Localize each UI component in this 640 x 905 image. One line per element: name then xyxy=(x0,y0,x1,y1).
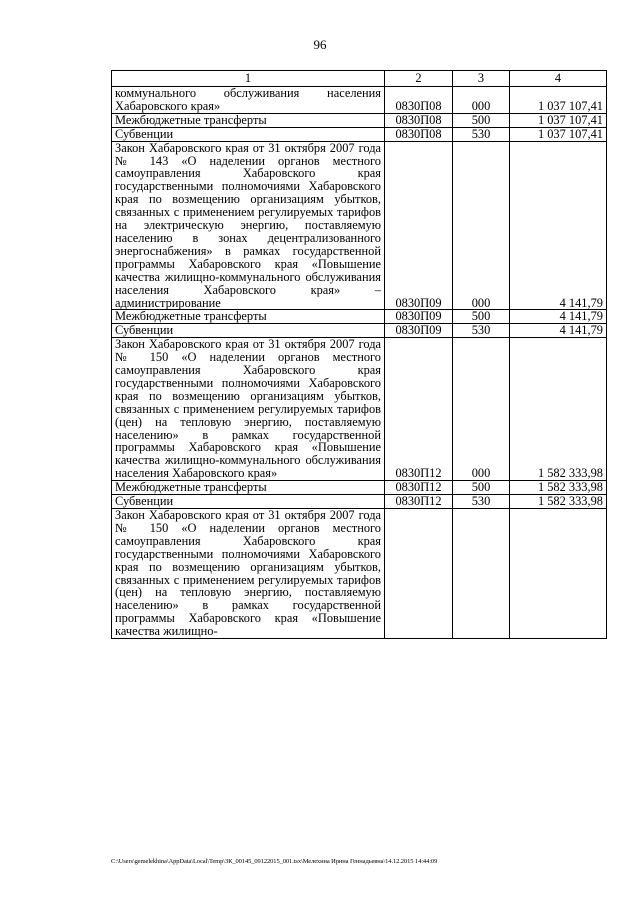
row-target-code: 0830П08 xyxy=(385,113,453,127)
row-description: Межбюджетные трансферты xyxy=(112,310,385,324)
table-row xyxy=(112,324,607,338)
table-header-row xyxy=(112,71,607,87)
row-expense-type: 000 xyxy=(453,87,510,114)
row-target-code xyxy=(385,509,453,639)
row-expense-type: 530 xyxy=(453,127,510,141)
row-amount: 1 037 107,41 xyxy=(510,127,607,141)
row-amount: 4 141,79 xyxy=(510,310,607,324)
table-row xyxy=(112,127,607,141)
row-expense-type: 500 xyxy=(453,481,510,495)
header-col-2: 2 xyxy=(385,71,453,87)
row-amount: 1 037 107,41 xyxy=(510,87,607,114)
row-amount: 1 037 107,41 xyxy=(510,113,607,127)
budget-table xyxy=(111,70,607,639)
row-expense-type: 530 xyxy=(453,324,510,338)
row-description: Субвенции xyxy=(112,324,385,338)
table-row xyxy=(112,338,607,481)
row-description: Закон Хабаровского края от 31 октября 2007 года № 143 «О наделении органов местного самоуправления Хабаровского края государственными полномочиями Хабаровского края по возмещению организациям убытков, связанных с применением регулируемых тарифов на электрическую энергию, поставляемую населению в зонах децентрализованного энергоснабжения» в рамках государственной программы Хабаровского края «Повышение качества жилищно-коммунального обслуживания населения Хабаровского края» – администрирование xyxy=(112,141,385,310)
header-col-3: 3 xyxy=(453,71,510,87)
row-description: Закон Хабаровского края от 31 октября 2007 года № 150 «О наделении органов местного самоуправления Хабаровского края государственными полномочиями Хабаровского края по возмещению организациям убытков, связанных с применением регулируемых тарифов (цен) на тепловую энергию, поставляемую населению» в рамках государственной программы Хабаровского края «Повышение качества жилищно- xyxy=(112,509,385,639)
row-target-code: 0830П12 xyxy=(385,495,453,509)
header-col-1: 1 xyxy=(112,71,385,87)
row-amount: 1 582 333,98 xyxy=(510,338,607,481)
row-expense-type: 000 xyxy=(453,141,510,310)
row-description: Субвенции xyxy=(112,127,385,141)
row-expense-type: 500 xyxy=(453,113,510,127)
table-row xyxy=(112,481,607,495)
table-row xyxy=(112,495,607,509)
row-target-code: 0830П12 xyxy=(385,338,453,481)
row-amount: 1 582 333,98 xyxy=(510,495,607,509)
table-row xyxy=(112,310,607,324)
row-expense-type xyxy=(453,509,510,639)
row-amount: 1 582 333,98 xyxy=(510,481,607,495)
row-description: Субвенции xyxy=(112,495,385,509)
row-target-code: 0830П12 xyxy=(385,481,453,495)
row-description: Межбюджетные трансферты xyxy=(112,481,385,495)
row-description: коммунального обслуживания населения Хабаровского края» xyxy=(112,87,385,114)
table-row xyxy=(112,141,607,310)
row-expense-type: 530 xyxy=(453,495,510,509)
table-row xyxy=(112,113,607,127)
page-number: 96 xyxy=(313,37,327,52)
footer-file-path: C:\Users\gemelekhina\AppData\Local\Temp\ЗК_00145_09122015_001.tsx\Мелехина Ирина Геннадьевна\14.12.2015 14:44:09 xyxy=(111,858,438,865)
row-target-code: 0830П09 xyxy=(385,141,453,310)
table-row xyxy=(112,87,607,114)
row-amount xyxy=(510,509,607,639)
row-expense-type: 500 xyxy=(453,310,510,324)
row-description: Закон Хабаровского края от 31 октября 2007 года № 150 «О наделении органов местного самоуправления Хабаровского края государственными полномочиями Хабаровского края по возмещению организациям убытков, связанных с применением регулируемых тарифов (цен) на тепловую энергию, поставляемую населению» в рамках государственной программы Хабаровского края «Повышение качества жилищно-коммунального обслуживания населения Хабаровского края» xyxy=(112,338,385,481)
row-target-code: 0830П08 xyxy=(385,87,453,114)
row-target-code: 0830П09 xyxy=(385,324,453,338)
row-amount: 4 141,79 xyxy=(510,324,607,338)
header-col-4: 4 xyxy=(510,71,607,87)
row-description: Межбюджетные трансферты xyxy=(112,113,385,127)
table-row xyxy=(112,509,607,639)
row-amount: 4 141,79 xyxy=(510,141,607,310)
row-expense-type: 000 xyxy=(453,338,510,481)
row-target-code: 0830П08 xyxy=(385,127,453,141)
row-target-code: 0830П09 xyxy=(385,310,453,324)
